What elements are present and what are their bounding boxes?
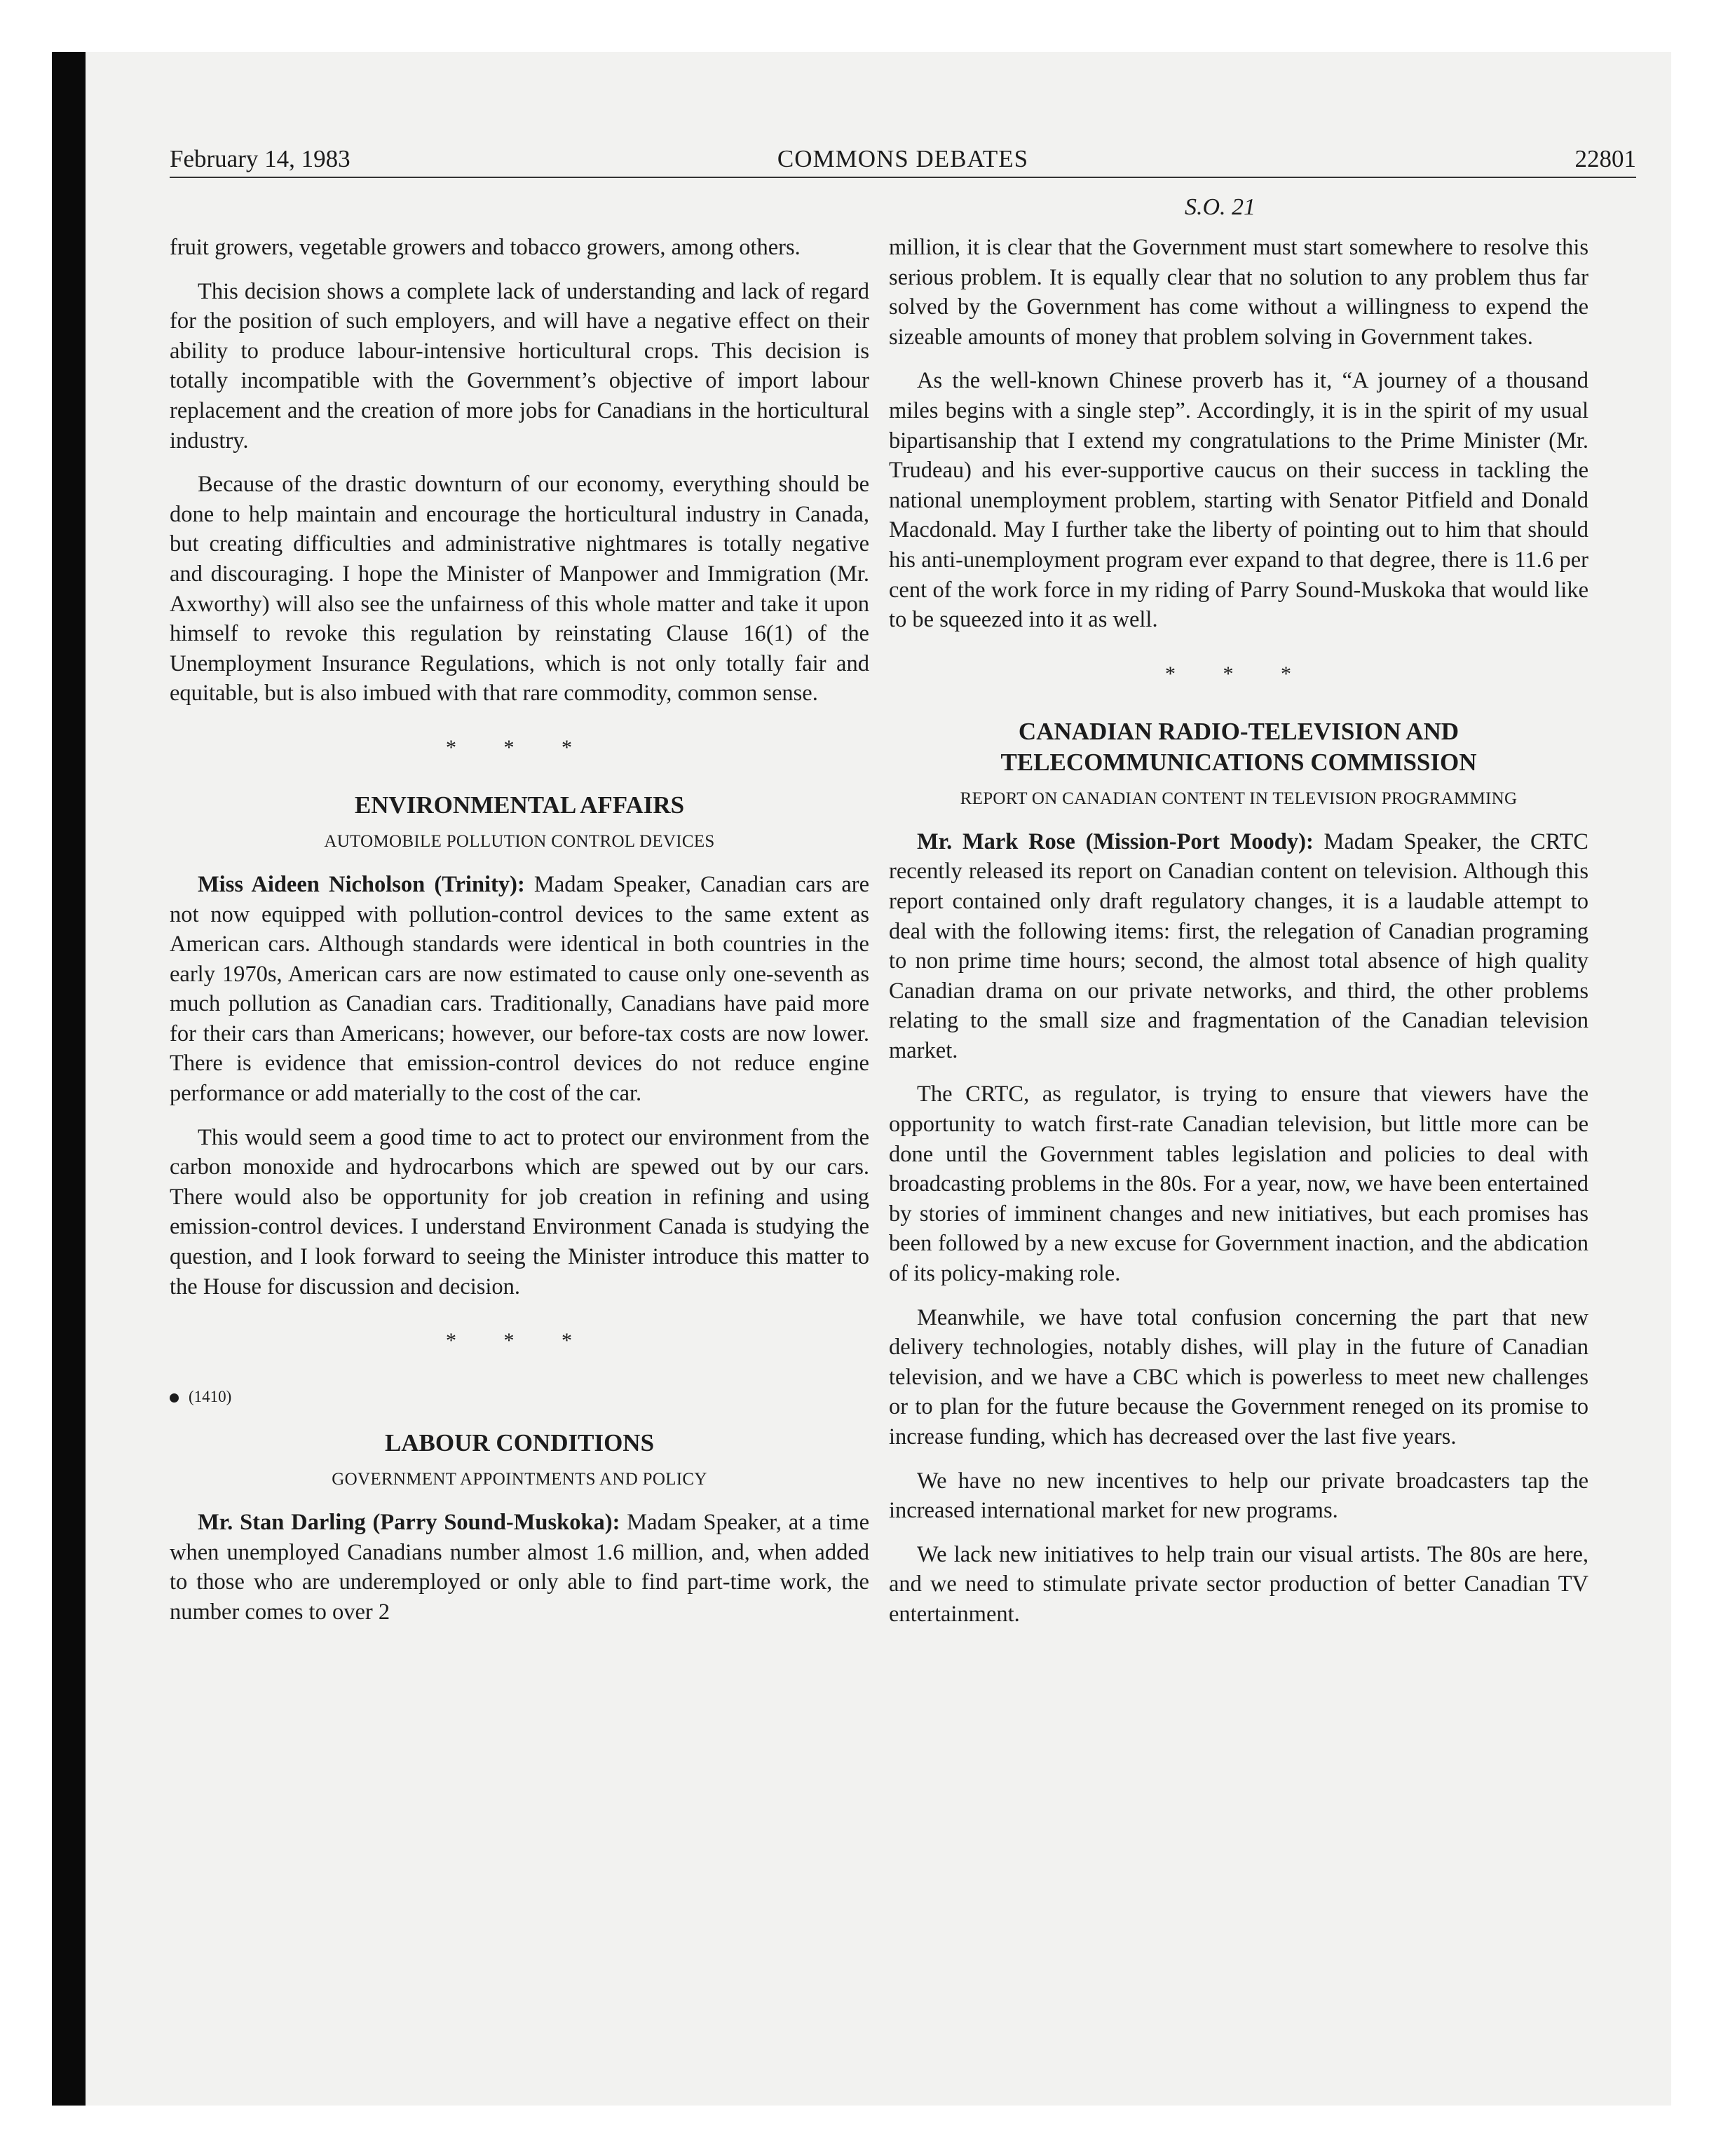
paragraph: As the well-known Chinese proverb has it, “A journey of a thousand miles begins with a single step”. Accordingly, it is in the spirit of my usual bipartisanship that I extend my congratulations to the Prime Minister (Mr. Trudeau) and his ever-supportive caucus on their success in tackling the national unemployment problem, starting with Senator Pitfield and Donald Macdonald. May I further take the liberty of pointing out to him that should his anti-unemployment program ever expand to that degree, there is 11.6 per cent of the work force in my riding of Parry Sound-Muskoka that would like to be squeezed into it as well. [889,368,1588,633]
speech-paragraph [170,870,869,1109]
paragraph: million, it is clear that the Government must start somewhere to resolve this serious problem. It is equally clear that no solution to any problem thus far solved by the Government has come without a willingness to expend the sizeable amounts of money that problem solving in Government takes. [889,235,1588,350]
section-separator: * * * [1165,662,1312,685]
speech-paragraph [889,827,1588,1066]
left-column [170,233,869,1642]
right-column [889,233,1588,1644]
speech-paragraph [170,1508,869,1627]
section-heading: CANADIAN RADIO-TELEVISION AND TELECOMMUNICATIONS COMMISSION [1000,717,1477,776]
header-title: COMMONS DEBATES [777,145,1029,172]
paragraph: Because of the drastic downturn of our economy, everything should be done to help maintain and encourage the horticultural industry in Canada, but creating difficulties and administrative nightmares is totally negative and discouraging. I hope the Minister of Manpower and Immigration (Mr. Axworthy) will also see the unfairness of this whole matter and take it upon himself to revoke this regulation by reinstating Clause 16(1) of the Unemployment Insurance Regulations, which is not only totally fair and equitable, but is also imbued with that rare commodity, common sense. [170,472,869,707]
running-header [170,142,1636,178]
paragraph: We have no new incentives to help our private broadcasters tap the increased international market for new programs. [889,1468,1588,1524]
section-subheading: REPORT ON CANADIAN CONTENT IN TELEVISION PROGRAMMING [960,789,1518,808]
binding-edge [52,52,86,2106]
section-separator: * * * [446,1329,593,1353]
page-number: 22801 [1574,145,1636,172]
speech-text: Madam Speaker, Canadian cars are not now equipped with pollution-control devices to the same extent as American cars. Although standards were identical in both countries in the early 1970s, American cars are now estimated to cause only one-seventh as much pollution as Canadian cars. Traditionally, Canadians have paid more for their cars than Americans; however, our before-tax costs are now lower. There is evidence that emission-control devices do not reduce engine performance or add materially to the cost of the car. [170,871,870,1107]
section-separator: * * * [446,735,593,759]
paragraph: This decision shows a complete lack of understanding and lack of regard for the position of such employers, and will have a negative effect on their ability to produce labour-intensive horticultural crops. This decision is totally incompatible with the Government’s objective of import labour replacement and the creation of more jobs for Canadians in the horticultural industry. [170,278,869,453]
time-marker [170,1383,869,1411]
paragraph: fruit growers, vegetable growers and tobacco growers, among others. [170,235,801,260]
speaker-name: Mr. Mark Rose (Mission-Port Moody): [917,828,1314,854]
paragraph: The CRTC, as regulator, is trying to ensure that viewers have the opportunity to watch first-rate Canadian television, but little more can be done until the Government tables legislation and policies to deal with broadcasting problems in the 80s. For a year, now, we have been entertained by stories of imminent changes and new initiatives, but each promises has been followed by a new excuse for Government inaction, and the abdication of its policy-making role. [889,1082,1588,1287]
speech-text: Madam Speaker, at a time when unemployed Canadians number almost 1.6 million, and, when added to those who are underemployed or only able to find part-time work, the number comes to over 2 [170,1510,870,1625]
section-subheading: GOVERNMENT APPOINTMENTS AND POLICY [332,1470,707,1489]
paragraph: Meanwhile, we have total confusion concerning the part that new delivery technologies, notably dishes, will play in the future of Canadian television, and we have a CBC which is powerless to meet new challenges or to plan for the future because the Government reneged on its promise to increase funding, which has decreased over the last five years. [889,1304,1588,1449]
paragraph: This would seem a good time to act to protect our environment from the carbon monoxide and hydrocarbons which are spewed out by our cars. There would also be opportunity for job creation in refining and using emission-control devices. I understand Environment Canada is studying the question, and I look forward to seeing the Minister introduce this matter to the House for discussion and decision. [170,1124,869,1299]
paragraph: We lack new initiatives to help train our visual artists. The 80s are here, and we need to stimulate private sector production of better Canadian TV entertainment. [889,1541,1588,1627]
speaker-name: Miss Aideen Nicholson (Trinity): [198,871,525,897]
scanned-page [52,52,1671,2106]
section-heading: LABOUR CONDITIONS [384,1429,655,1457]
time-marker-text: (1410) [189,1388,232,1406]
section-heading: ENVIRONMENTAL AFFAIRS [354,791,685,819]
section-subheading: AUTOMOBILE POLLUTION CONTROL DEVICES [324,831,715,851]
header-date: February 14, 1983 [170,145,351,172]
bullet-icon [170,1393,179,1403]
speaker-name: Mr. Stan Darling (Parry Sound-Muskoka): [198,1510,620,1536]
standing-order-label: S.O. 21 [1185,194,1256,220]
speech-text: Madam Speaker, the CRTC recently released its report on Canadian content on television. Although this report contained only draft regulatory changes, it is a laudable attempt to deal with the following items: first, the relegation of Canadian programing to non prime time hours; second, the almost total absence of high quality Canadian drama on our private networks, and third, the other problems relating to the small size and fragmentation of the Canadian television market. [889,828,1588,1063]
